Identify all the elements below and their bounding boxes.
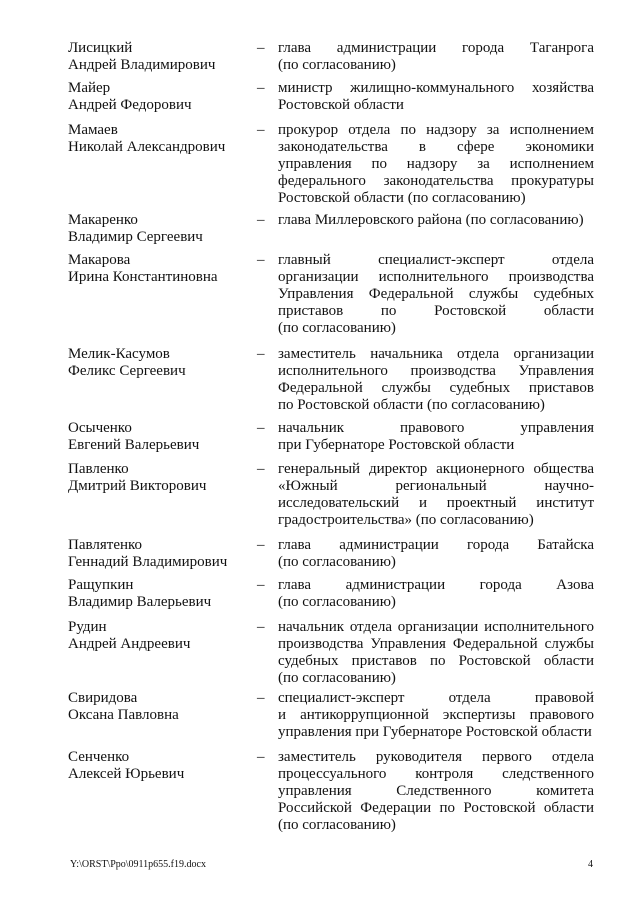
- member-given-name: Геннадий Владимирович: [68, 554, 228, 570]
- member-surname: Рудин: [68, 619, 107, 635]
- member-surname: Лисицкий: [68, 40, 133, 56]
- dash-separator: –: [257, 40, 265, 56]
- member-name: [68, 749, 253, 783]
- member-position: [278, 537, 594, 571]
- position-line: процессуального контроля следственного: [278, 766, 594, 782]
- member-position: [278, 749, 594, 834]
- position-line: заместитель руководителя первого отдела: [278, 749, 594, 765]
- member-surname: Мелик-Касумов: [68, 346, 170, 362]
- member-name: [68, 619, 253, 653]
- position-line: заместитель начальника отдела организации: [278, 346, 594, 362]
- position-line: специалист-эксперт отдела правовой: [278, 690, 594, 706]
- member-given-name: Алексей Юрьевич: [68, 766, 185, 782]
- member-surname: Свиридова: [68, 690, 138, 706]
- member-name: [68, 122, 253, 156]
- position-line: (по согласованию): [278, 57, 396, 73]
- member-surname: Макарова: [68, 252, 131, 268]
- member-name: [68, 40, 253, 74]
- position-line: генеральный директор акционерного общества: [278, 461, 594, 477]
- member-position: [278, 212, 594, 229]
- member-given-name: Оксана Павловна: [68, 707, 179, 723]
- member-name: [68, 212, 253, 246]
- position-line: при Губернаторе Ростовской области: [278, 437, 515, 453]
- member-given-name: Владимир Сергеевич: [68, 229, 203, 245]
- dash-separator: –: [257, 577, 265, 593]
- position-line: начальник отдела организации исполнительного: [278, 619, 594, 635]
- member-given-name: Евгений Валерьевич: [68, 437, 200, 453]
- member-name: [68, 537, 253, 571]
- position-line: глава Миллеровского района (по согласованию): [278, 212, 584, 228]
- member-surname: Майер: [68, 80, 111, 96]
- dash-separator: –: [257, 346, 265, 362]
- member-position: [278, 80, 594, 114]
- member-name: [68, 420, 253, 454]
- member-given-name: Николай Александрович: [68, 139, 226, 155]
- member-given-name: Дмитрий Викторович: [68, 478, 207, 494]
- position-line: (по согласованию): [278, 594, 396, 610]
- member-name: [68, 80, 253, 114]
- member-surname: Павлятенко: [68, 537, 143, 553]
- position-line: управления по надзору за исполнением: [278, 156, 594, 172]
- position-line: (по согласованию): [278, 817, 396, 833]
- position-line: Ростовской области (по согласованию): [278, 190, 526, 206]
- member-given-name: Андрей Федорович: [68, 97, 192, 113]
- position-line: глава администрации города Азова: [278, 577, 594, 593]
- dash-separator: –: [257, 122, 265, 138]
- dash-separator: –: [257, 461, 265, 477]
- position-line: управления Следственного комитета: [278, 783, 594, 799]
- dash-separator: –: [257, 690, 265, 706]
- position-line: глава администрации города Таганрога: [278, 40, 594, 56]
- position-line: Управления Федеральной службы судебных: [278, 286, 594, 302]
- member-position: [278, 690, 594, 741]
- member-given-name: Феликс Сергеевич: [68, 363, 186, 379]
- position-line: министр жилищно-коммунального хозяйства: [278, 80, 594, 96]
- position-line: приставов по Ростовской области: [278, 303, 594, 319]
- position-line: законодательства в сфере экономики: [278, 139, 594, 155]
- position-line: (по согласованию): [278, 554, 396, 570]
- dash-separator: –: [257, 80, 265, 96]
- position-line: Ростовской области: [278, 97, 404, 113]
- position-line: федерального законодательства прокуратуры: [278, 173, 594, 189]
- member-name: [68, 690, 253, 724]
- position-line: главный специалист-эксперт отдела: [278, 252, 594, 268]
- member-position: [278, 252, 594, 337]
- dash-separator: –: [257, 212, 265, 228]
- member-given-name: Андрей Андреевич: [68, 636, 191, 652]
- member-position: [278, 577, 594, 611]
- member-surname: Ращупкин: [68, 577, 134, 593]
- position-line: и антикоррупционной экспертизы правового: [278, 707, 594, 723]
- footer-file-path: Y:\ORST\Ppo\0911p655.f19.docx: [70, 859, 206, 870]
- member-name: [68, 252, 253, 286]
- member-given-name: Ирина Константиновна: [68, 269, 218, 285]
- position-line: исполнительного производства Управления: [278, 363, 594, 379]
- position-line: организации исполнительного производства: [278, 269, 594, 285]
- dash-separator: –: [257, 252, 265, 268]
- position-line: исследовательский и проектный институт: [278, 495, 594, 511]
- dash-separator: –: [257, 420, 265, 436]
- position-line: (по согласованию): [278, 320, 396, 336]
- member-name: [68, 461, 253, 495]
- position-line: «Южный региональный научно-: [278, 478, 594, 494]
- member-position: [278, 346, 594, 414]
- position-line: по Ростовской области (по согласованию): [278, 397, 545, 413]
- position-line: Федеральной службы судебных приставов: [278, 380, 594, 396]
- member-position: [278, 619, 594, 687]
- member-surname: Осыченко: [68, 420, 132, 436]
- member-surname: Павленко: [68, 461, 129, 477]
- position-line: производства Управления Федеральной службы: [278, 636, 594, 652]
- position-line: прокурор отдела по надзору за исполнением: [278, 122, 594, 138]
- member-given-name: Владимир Валерьевич: [68, 594, 212, 610]
- member-position: [278, 40, 594, 74]
- member-name: [68, 577, 253, 611]
- member-position: [278, 122, 594, 207]
- member-surname: Сенченко: [68, 749, 130, 765]
- member-surname: Мамаев: [68, 122, 118, 138]
- member-name: [68, 346, 253, 380]
- position-line: градостроительства» (по согласованию): [278, 512, 534, 528]
- member-position: [278, 420, 594, 454]
- position-line: Российской Федерации по Ростовской области: [278, 800, 594, 816]
- member-given-name: Андрей Владимирович: [68, 57, 216, 73]
- member-position: [278, 461, 594, 529]
- dash-separator: –: [257, 537, 265, 553]
- position-line: (по согласованию): [278, 670, 396, 686]
- position-line: глава администрации города Батайска: [278, 537, 594, 553]
- position-line: начальник правового управления: [278, 420, 594, 436]
- position-line: управления при Губернаторе Ростовской области: [278, 724, 592, 740]
- page-number: 4: [588, 859, 593, 870]
- member-surname: Макаренко: [68, 212, 138, 228]
- position-line: судебных приставов по Ростовской области: [278, 653, 594, 669]
- dash-separator: –: [257, 619, 265, 635]
- dash-separator: –: [257, 749, 265, 765]
